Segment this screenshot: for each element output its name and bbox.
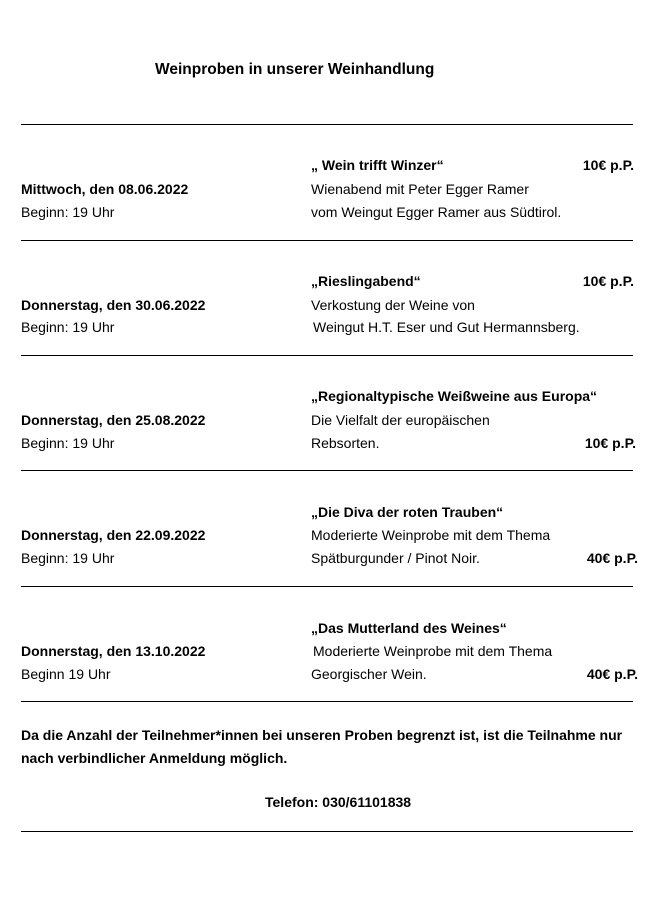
event-date: Mittwoch, den 08.06.2022 [21, 181, 189, 197]
event-start-time: Beginn: 19 Uhr [21, 319, 115, 335]
divider [21, 470, 633, 471]
event-price: 10€ p.P. [582, 157, 634, 173]
event-description-line1: Die Vielfalt der europäischen [311, 412, 490, 428]
event-description-line1: Moderierte Weinprobe mit dem Thema [313, 643, 553, 659]
event-description-line1: Verkostung der Weine von [311, 297, 475, 313]
event-description-line2: Rebsorten. [311, 435, 380, 451]
event-description-line2: Georgischer Wein. [311, 666, 427, 682]
divider [21, 124, 633, 125]
divider [21, 701, 633, 702]
event-title: „Rieslingabend“ [311, 273, 421, 289]
divider [21, 586, 633, 587]
event-date: Donnerstag, den 30.06.2022 [21, 297, 206, 313]
event-start-time: Beginn 19 Uhr [21, 666, 111, 682]
event-description-line2: Weingut H.T. Eser und Gut Hermannsberg. [313, 319, 580, 335]
event-date: Donnerstag, den 13.10.2022 [21, 643, 206, 659]
divider [21, 831, 633, 832]
registration-notice: Da die Anzahl der Teilnehmer*innen bei unseren Proben begrenzt ist, ist die Teilnahme nur nach verbindlicher Anmeldung möglich. [21, 727, 623, 766]
divider [21, 355, 633, 356]
event-price: 10€ p.P. [582, 273, 634, 289]
event-price: 10€ p.P. [584, 435, 636, 451]
event-title: „ Wein trifft Winzer“ [311, 157, 444, 173]
event-date: Donnerstag, den 25.08.2022 [21, 412, 206, 428]
event-title: „Die Diva der roten Trauben“ [311, 504, 504, 520]
event-date: Donnerstag, den 22.09.2022 [21, 527, 206, 543]
event-start-time: Beginn: 19 Uhr [21, 204, 115, 220]
event-description-line1: Wienabend mit Peter Egger Ramer [311, 181, 529, 197]
event-description-line1: Moderierte Weinprobe mit dem Thema [311, 527, 551, 543]
page-title: Weinproben in unserer Weinhandlung [155, 61, 435, 78]
event-start-time: Beginn: 19 Uhr [21, 435, 115, 451]
phone-number: Telefon: 030/61101838 [265, 794, 412, 810]
event-title: „Regionaltypische Weißweine aus Europa“ [311, 388, 598, 404]
event-price: 40€ p.P. [586, 550, 638, 566]
event-description-line2: Spätburgunder / Pinot Noir. [311, 550, 480, 566]
event-price: 40€ p.P. [586, 666, 638, 682]
event-start-time: Beginn: 19 Uhr [21, 550, 115, 566]
event-description-line2: vom Weingut Egger Ramer aus Südtirol. [311, 204, 562, 220]
event-title: „Das Mutterland des Weines“ [311, 620, 507, 636]
divider [21, 240, 633, 241]
